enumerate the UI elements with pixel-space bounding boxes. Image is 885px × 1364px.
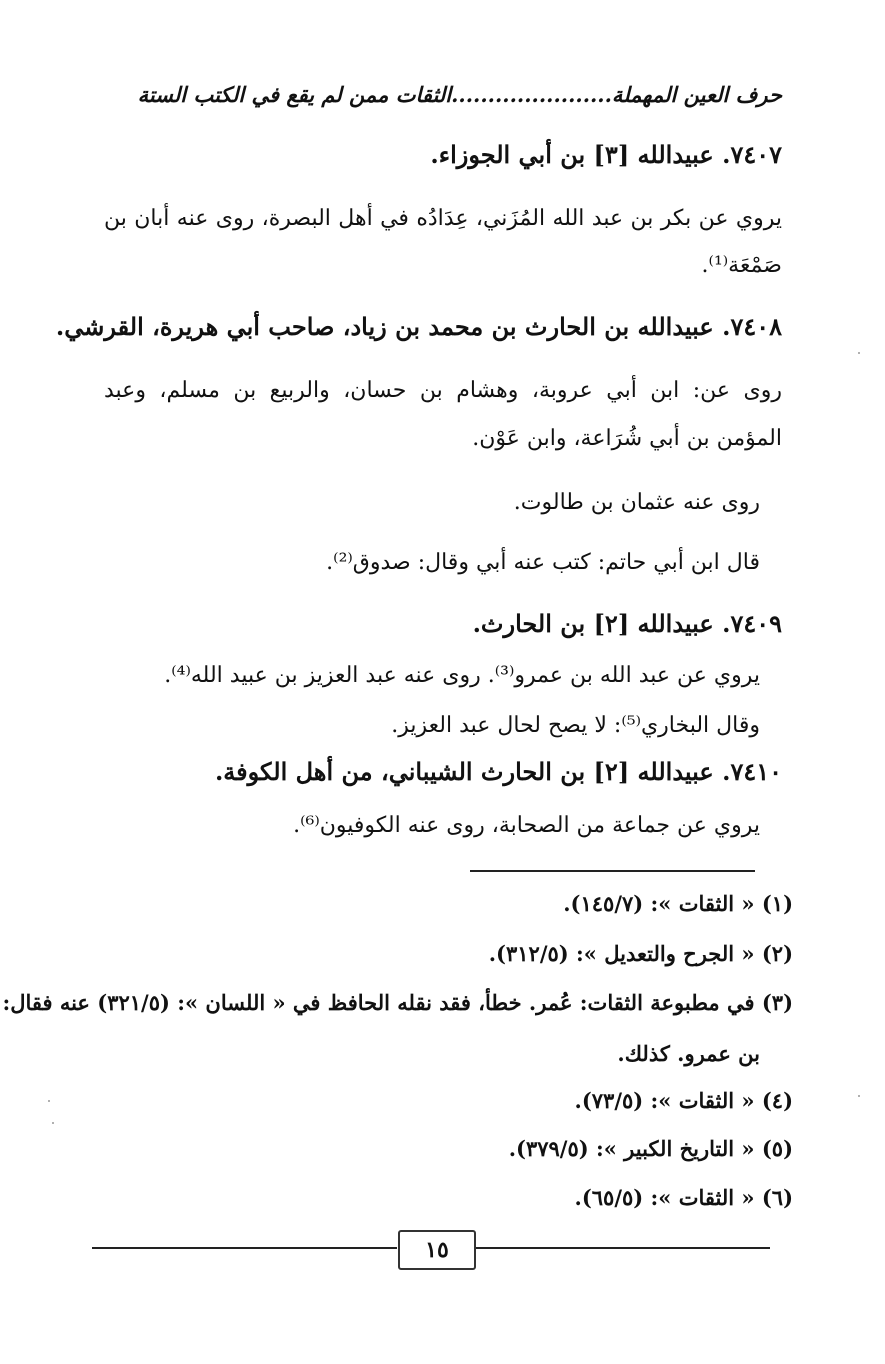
running-header: حرف العين المهملة......................الثقات ممن لم يقع في الكتب الستة [137, 82, 782, 107]
bottom-rule-right [476, 1247, 770, 1249]
footnote-3: (٣) في مطبوعة الثقات: عُمر. خطأ، فقد نقله الحافظ في « اللسان »: (٣٢١/٥) عنه فقال: [2, 990, 793, 1015]
footnote-separator [470, 870, 755, 872]
entry-title-7408: ٧٤٠٨. عبيدالله بن الحارث بن محمد بن زياد، صاحب أبي هريرة، القرشي. [55, 312, 782, 341]
entry-title-7407: ٧٤٠٧. عبيدالله [٣] بن أبي الجوزاء. [430, 140, 782, 169]
page-number [398, 1230, 476, 1270]
scan-speck [858, 352, 860, 354]
scan-speck [48, 1100, 50, 1102]
entry-7408-line-1: روى عن: ابن أبي عروبة، وهشام بن حسان، والربيع بن مسلم، وعبد [104, 378, 782, 403]
entry-7408-line-4: قال ابن أبي حاتم: كتب عنه أبي وقال: صدوق⁽²⁾. [326, 550, 760, 575]
footnote-6: (٦) « الثقات »: (٦٥/٥). [574, 1185, 793, 1210]
entry-7408-line-3: روى عنه عثمان بن طالوت. [513, 490, 760, 515]
entry-7407-line-2: صَمْعَة⁽¹⁾. [701, 253, 782, 278]
footnote-2: (٢) « الجرح والتعديل »: (٣١٢/٥). [488, 941, 793, 966]
entry-7407-line-1: يروي عن بكر بن عبد الله المُزَني، عِدَادُه في أهل البصرة، روى عنه أبان بن [104, 206, 782, 231]
footnote-4: (٤) « الثقات »: (٧٣/٥). [574, 1088, 793, 1113]
entry-title-7410: ٧٤١٠. عبيدالله [٢] بن الحارث الشيباني، من أهل الكوفة. [214, 757, 782, 786]
footnote-3-continued: بن عمرو. كذلك. [617, 1041, 760, 1066]
bottom-rule-left [92, 1247, 397, 1249]
entry-7408-line-2: المؤمن بن أبي شُرَاعة، وابن عَوْن. [472, 426, 782, 451]
footnote-5: (٥) « التاريخ الكبير »: (٣٧٩/٥). [508, 1136, 793, 1161]
scan-speck [858, 1095, 860, 1097]
entry-7410-line-1: يروي عن جماعة من الصحابة، روى عنه الكوفيون⁽⁶⁾. [293, 813, 760, 838]
scan-speck [52, 1122, 54, 1124]
page-number-text: ١٥ [425, 1237, 449, 1263]
entry-7409-line-2: وقال البخاري⁽⁵⁾: لا يصح لحال عبد العزيز. [391, 713, 760, 738]
footnote-1: (١) « الثقات »: (١٤٥/٧). [563, 891, 793, 916]
entry-7409-line-1: يروي عن عبد الله بن عمرو⁽³⁾. روى عنه عبد العزيز بن عبيد الله⁽⁴⁾. [164, 663, 760, 688]
entry-title-7409: ٧٤٠٩. عبيدالله [٢] بن الحارث. [472, 609, 782, 638]
